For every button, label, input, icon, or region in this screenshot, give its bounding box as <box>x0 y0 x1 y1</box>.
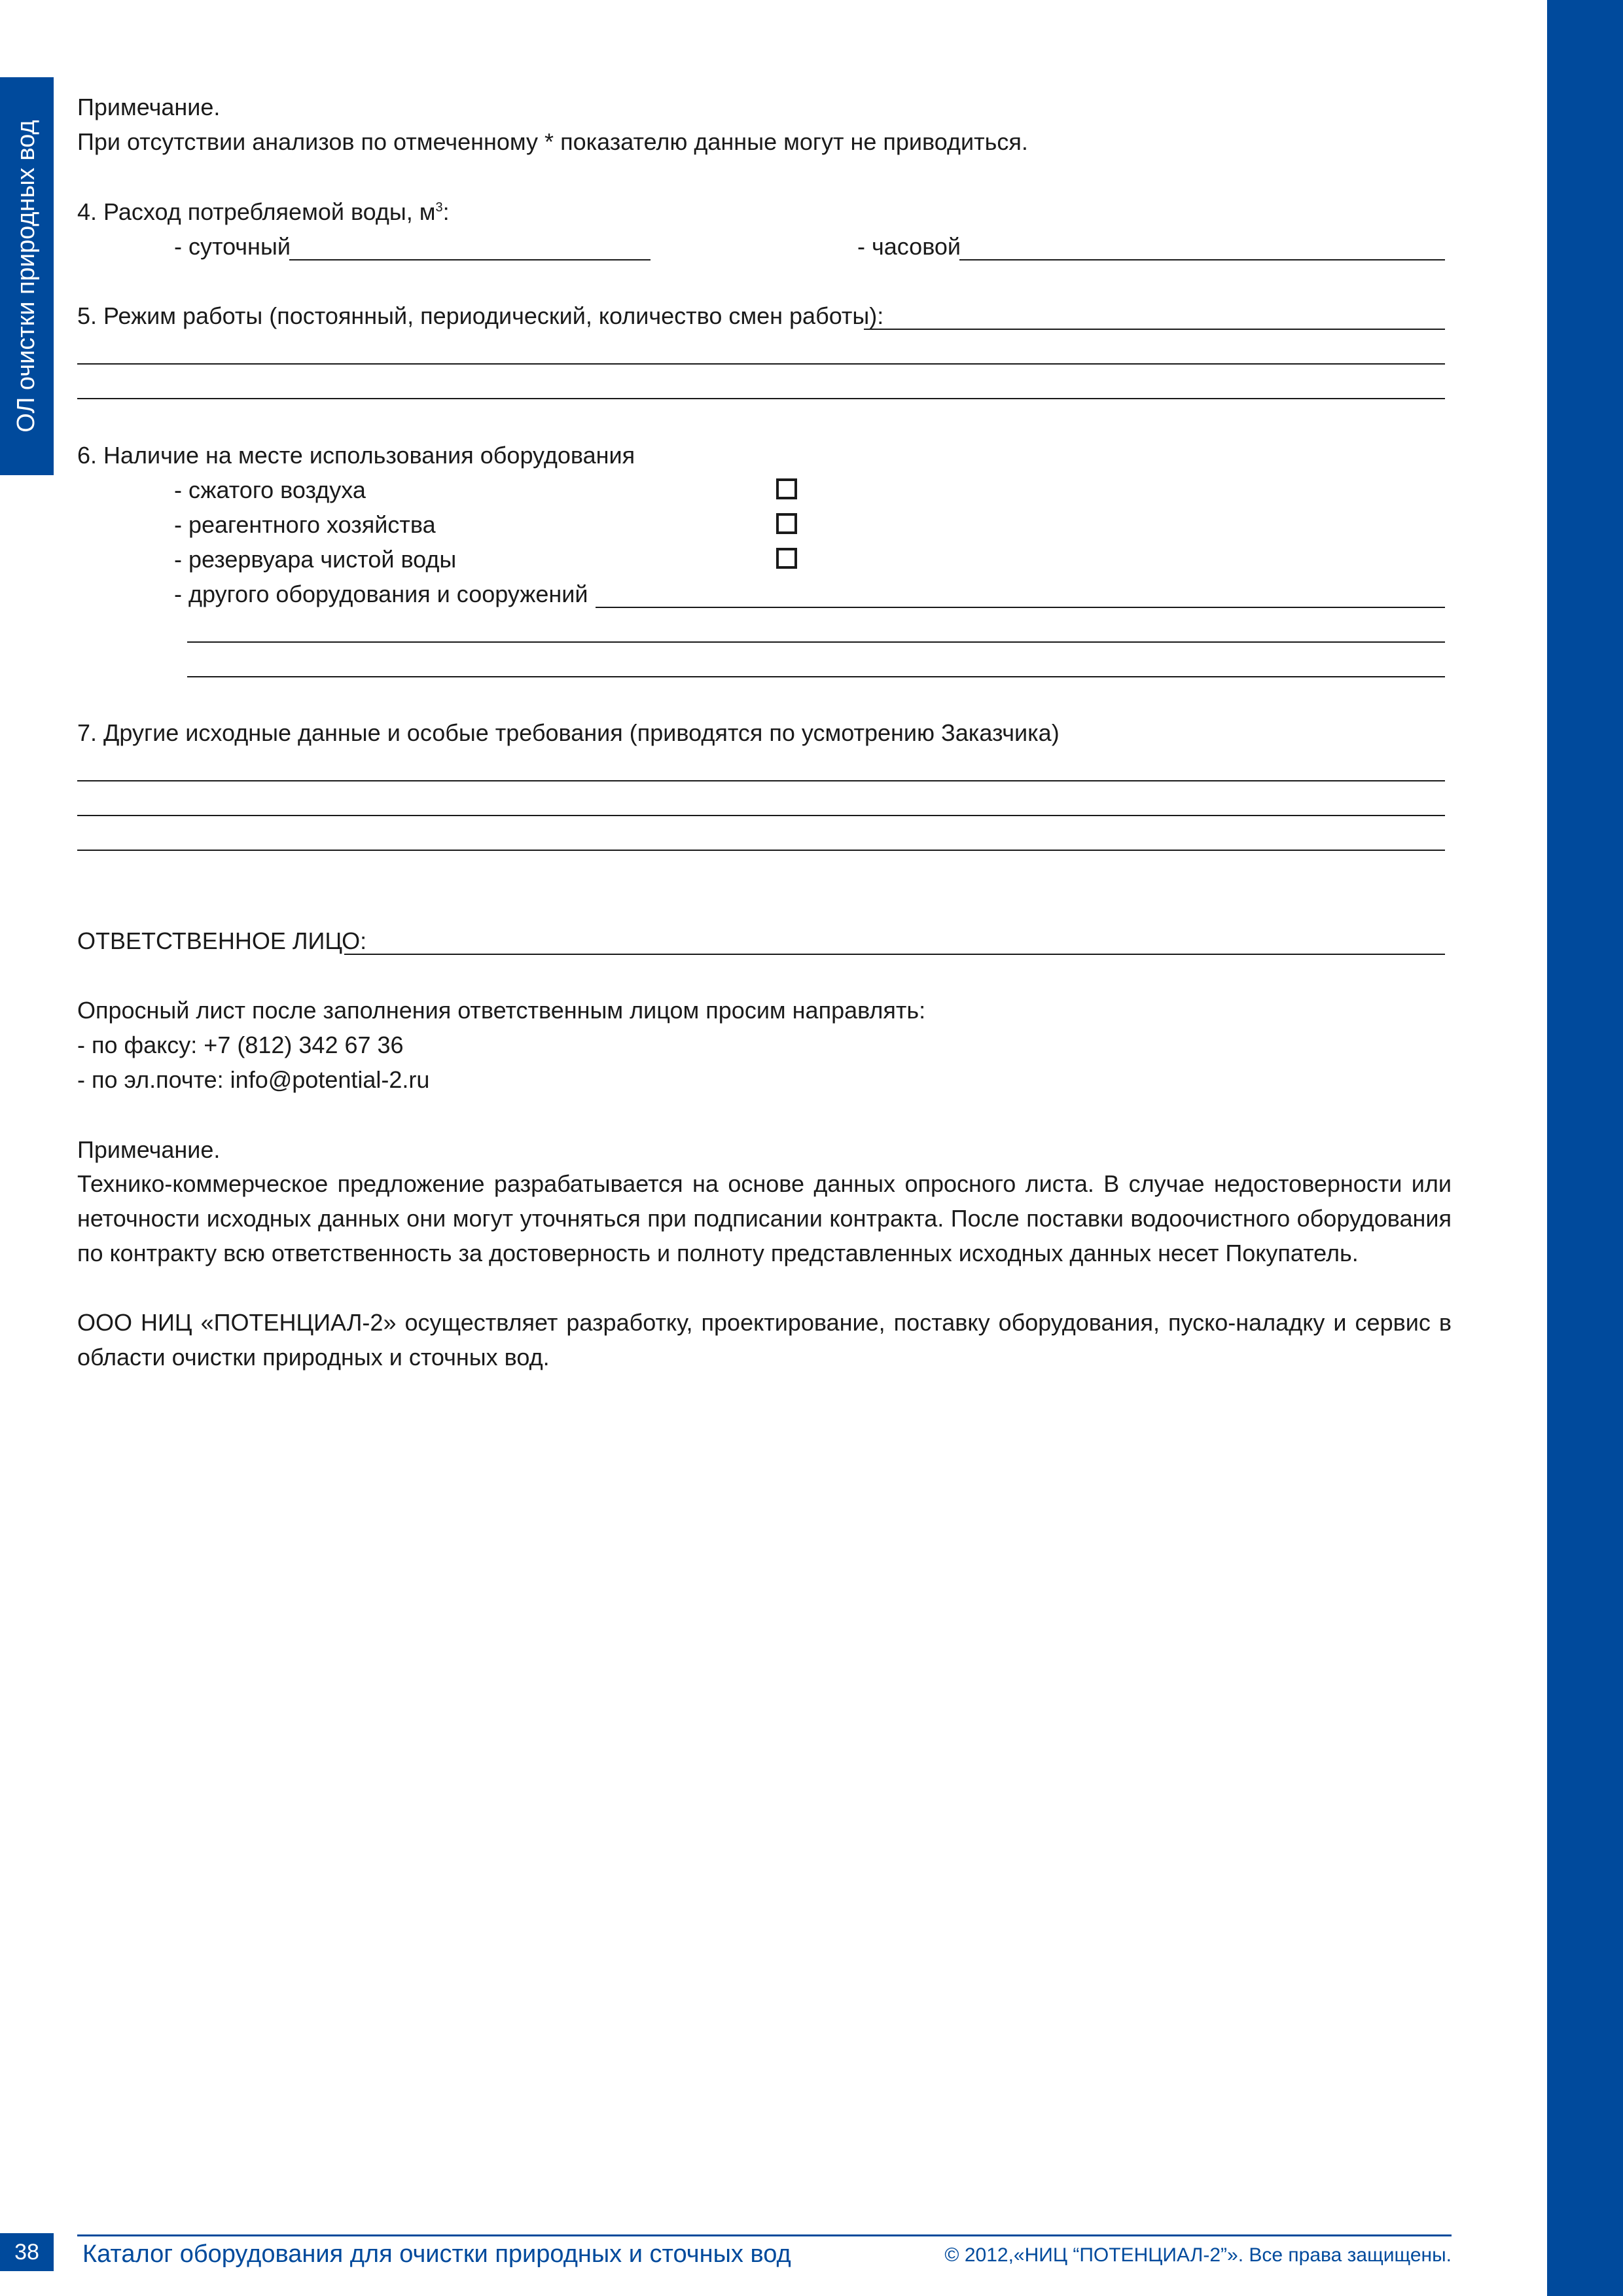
note2-text: Технико-коммерческое предложение разрабатывается на основе данных опросного листа. В случае недостоверности или неточности исходных данных они могут уточняться при подписании контракта. После поставки водоочистного оборудования по контракту всю ответственность за достоверность и полноту представленных исходных данных несет Покупатель. <box>77 1170 1452 1266</box>
q6-item-reagent-checkbox[interactable] <box>776 513 797 534</box>
q6-item-clean-water-tank-label: - резервуара чистой воды <box>174 546 457 573</box>
page-number: 38 <box>0 2233 54 2271</box>
q6-item-reagent-label: - реагентного хозяйства <box>174 511 436 538</box>
q7-field-line-2[interactable] <box>77 815 1445 816</box>
note1-text: При отсутствии анализов по отмеченному * показателю данные могут не приводиться. <box>77 128 1028 155</box>
footer-catalog-title: Каталог оборудования для очистки природных и сточных вод <box>82 2240 791 2268</box>
q4-label-text: 4. Расход потребляемой воды, м <box>77 198 436 225</box>
q6-item-compressed-air-label: - сжатого воздуха <box>174 476 366 503</box>
q4-daily-field[interactable] <box>289 259 651 260</box>
q6-label: 6. Наличие на месте использования оборудования <box>77 442 635 469</box>
q7-field-line-1[interactable] <box>77 780 1445 781</box>
note1-title: Примечание. <box>77 94 221 120</box>
contacts-fax: - по факсу: +7 (812) 342 67 36 <box>77 1031 404 1058</box>
side-tab-label: ОЛ очистки природных вод <box>12 120 41 433</box>
company-paragraph: ООО НИЦ «ПОТЕНЦИАЛ-2» осуществляет разработку, проектирование, поставку оборудования, пуско-наладку и сервис в области очистки природных и сточных вод. <box>77 1309 1452 1371</box>
q7-field-line-3[interactable] <box>77 850 1445 851</box>
q5-field-line-1[interactable] <box>864 329 1445 330</box>
q6-item-clean-water-tank-checkbox[interactable] <box>776 548 797 569</box>
q6-other-field-line-2[interactable] <box>187 641 1445 643</box>
q4-label-sup: 3 <box>435 200 443 215</box>
q6-other-field-line-1[interactable] <box>596 607 1445 608</box>
q6-other-label: - другого оборудования и сооружений <box>174 581 588 607</box>
q4-label <box>77 198 450 226</box>
contacts-email: - по эл.почте: info@potential-2.ru <box>77 1066 430 1093</box>
contacts-intro: Опросный лист после заполнения ответственным лицом просим направлять: <box>77 997 926 1024</box>
q6-other-field-line-3[interactable] <box>187 676 1445 677</box>
q5-label: 5. Режим работы (постоянный, периодический, количество смен работы): <box>77 302 884 329</box>
q5-field-line-3[interactable] <box>77 398 1445 399</box>
q5-field-line-2[interactable] <box>77 363 1445 365</box>
q4-hourly-field[interactable] <box>959 259 1445 260</box>
q4-daily-label: - суточный <box>174 233 291 260</box>
q7-label: 7. Другие исходные данные и особые требования (приводятся по усмотрению Заказчика) <box>77 719 1060 746</box>
note2-title: Примечание. <box>77 1136 221 1163</box>
q6-item-compressed-air-checkbox[interactable] <box>776 478 797 499</box>
side-tab <box>0 77 54 475</box>
q4-hourly-label: - часовой <box>857 233 961 260</box>
footer-rule <box>77 2234 1452 2236</box>
right-edge-bar <box>1547 0 1623 2296</box>
footer-copyright: © 2012,«НИЦ “ПОТЕНЦИАЛ-2”». Все права защищены. <box>944 2244 1452 2266</box>
q4-label-suffix: : <box>442 198 450 225</box>
responsible-field[interactable] <box>344 954 1445 955</box>
responsible-label: ОТВЕТСТВЕННОЕ ЛИЦО: <box>77 927 367 954</box>
